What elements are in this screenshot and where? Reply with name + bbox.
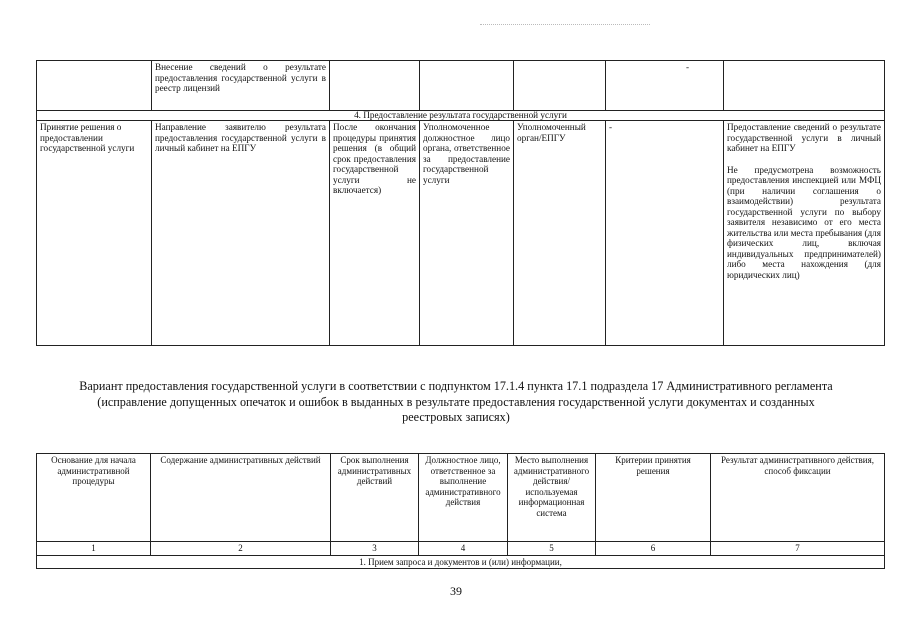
- header-basis: Основание для начала административной процедуры: [37, 454, 151, 542]
- header-official: Должностное лицо, ответственное за выполнение административного действия: [419, 454, 508, 542]
- header-result: Результат административного действия, способ фиксации: [711, 454, 885, 542]
- col-number: 2: [151, 542, 331, 556]
- col-number: 5: [508, 542, 596, 556]
- col-number: 6: [596, 542, 711, 556]
- section-title: 1. Прием запроса и документов и (или) информации,: [37, 555, 885, 569]
- table-row: [37, 61, 885, 111]
- cell-term: После окончания процедуры принятия решения (в общий срок предоставления государственной услуги не включается): [330, 121, 420, 346]
- cell-criteria: -: [606, 121, 724, 346]
- table-cell-content: Внесение сведений о результате предоставления государственной услуги в реестр лицензий: [152, 61, 330, 111]
- table-cell: [420, 61, 514, 111]
- col-number: 7: [711, 542, 885, 556]
- col-number: 1: [37, 542, 151, 556]
- table-cell-mark: -: [606, 61, 724, 111]
- table-cell: [724, 61, 885, 111]
- cell-place: Уполномоченный орган/ЕПГУ: [514, 121, 606, 346]
- table-row: [37, 121, 885, 346]
- col-number: 4: [419, 542, 508, 556]
- cell-result: [724, 121, 885, 346]
- result-text-2: Не предусмотрена возможность предоставления инспекцией или МФЦ (при наличии соглашения о взаимодействии) результата государственной услуги по выбору заявителя независимо от его места жительства или места пребывания (для физических лиц, включая индивидуальных предпринимателей) либо места нахождения (для юридических лиц): [727, 164, 881, 280]
- number-row: [37, 542, 885, 556]
- header-criteria: Критерии принятия решения: [596, 454, 711, 542]
- section-row: [37, 555, 885, 569]
- procedure-table-2: [36, 453, 885, 569]
- col-number: 3: [331, 542, 419, 556]
- cell-basis: Принятие решения о предоставлении государственной услуги: [37, 121, 152, 346]
- header-term: Срок выполнения административных действий: [331, 454, 419, 542]
- table-cell: [514, 61, 606, 111]
- procedure-table-1: [36, 60, 885, 346]
- header-place: Место выполнения административного действия/ используемая информационная система: [508, 454, 596, 542]
- section-row: [37, 111, 885, 121]
- header-content: Содержание административных действий: [151, 454, 331, 542]
- variant-heading: Вариант предоставления государственной услуги в соответствии с подпунктом 17.1.4 пункта 17.1 подраздела 17 Административного регламента (исправление допущенных опечаток и ошибок в выданных в результате предоставления государственной услуги документах и созданных реестровых записях): [79, 379, 833, 424]
- cell-content: Направление заявителю результата предоставления государственной услуги в личный кабинет на ЕПГУ: [152, 121, 330, 346]
- cell-official: Уполномоченное должностное лицо органа, ответственное за предоставление государственной услуги: [420, 121, 514, 346]
- table-cell: [37, 61, 152, 111]
- page-number: 39: [450, 584, 462, 598]
- section-title: 4. Предоставление результата государственной услуги: [37, 111, 885, 121]
- header-row: [37, 454, 885, 542]
- scan-artifact-line: [480, 24, 650, 25]
- result-text-1: Предоставление сведений о результате государственной услуги в личный кабинет на ЕПГУ: [727, 122, 881, 153]
- table-cell: [330, 61, 420, 111]
